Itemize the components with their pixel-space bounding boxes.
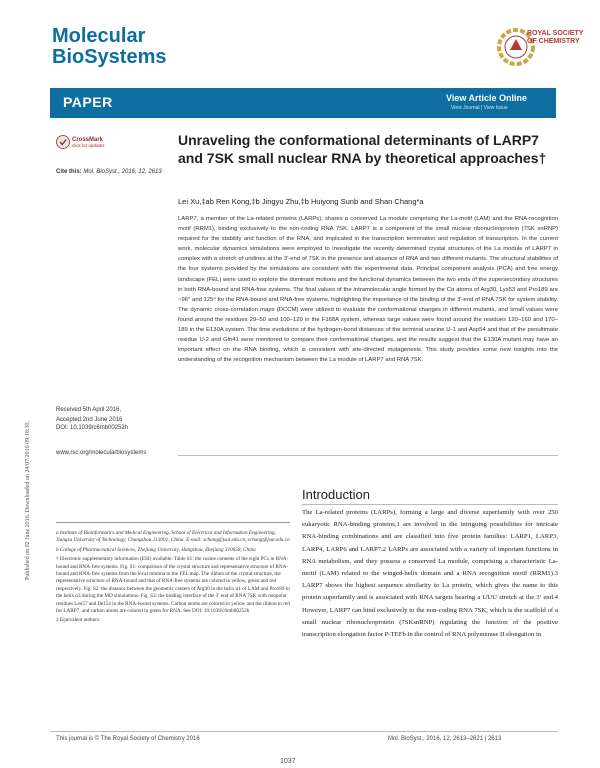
view-journal-issue-links[interactable]: View Journal | View Issue xyxy=(451,105,508,111)
download-side-note xyxy=(22,210,32,580)
footer-citation: Mol. BioSyst., 2016, 12, 2613–2621 | 2613 xyxy=(388,736,502,742)
footnote-divider xyxy=(56,522,290,523)
page-number: 1037 xyxy=(280,758,296,765)
section-label: PAPER xyxy=(63,94,113,110)
footer-divider xyxy=(50,731,558,732)
crossmark-label[interactable] xyxy=(72,137,105,149)
crossmark-title: CrossMark xyxy=(72,137,104,143)
esi-note: † Electronic supplementary information (ESI) available: Table S1: the cosine contents of the eight PCs in RNA-bound and RNA-free systems. Fig. S1: comparison of the crystal structure and representative structure of RNA-bound and RNA-free systems from the local minima in the FEL map. The ribbon of the crystal structure, the representative structure of RNA-bound and that of RNA-free systems are colored in yellow, green and red respectively. Fig. S2: the distance between the geometric centers of Arg30 in the helix α1 of LAM and Pro189 in the helix α3 during the MD simulations. Fig. S3: the binding interface of the 3′ end of RNA 7SK with nonpolar residues Leu57 and Ile154 in the RNA-bound systems. Carbon atoms are colored in yellow and the ribbon in red for LARP7, and carbon atoms are colored in green for RNA. See DOI: 10.1039/c6mb00252h xyxy=(56,556,290,615)
cite-text: Mol. BioSyst., 2016, 12, 2613 xyxy=(83,169,162,175)
doi[interactable]: DOI: 10.1039/c6mb00252h xyxy=(56,425,129,431)
introduction-heading: Introduction xyxy=(302,487,370,502)
crossmark-subtitle: click for updates xyxy=(72,143,105,148)
view-article-online-link[interactable]: View Article Online xyxy=(446,93,528,103)
author-list: Lei Xu,‡ab Ren Kong,‡b Jingyu Zhu,‡b Huiyong Sunb and Shan Chang*a xyxy=(178,197,424,206)
equal-contribution-note: ‡ Equivalent authors. xyxy=(56,617,101,624)
citation xyxy=(56,168,166,177)
footer-copyright: This journal is © The Royal Society of Chemistry 2016 xyxy=(56,736,200,742)
journal-title-line2: BioSystems xyxy=(52,46,167,68)
accepted-date: Accepted 2nd June 2016 xyxy=(56,417,123,423)
journal-title xyxy=(52,26,252,68)
article-title: Unraveling the conformational determinants of LARP7 and 7SK small nuclear RNA by theoretical approaches† xyxy=(178,132,547,166)
abstract-divider xyxy=(178,455,558,456)
side-note-text: Published on 02 June 2016. Downloaded on 24/07/2016 09:18:30. xyxy=(25,421,31,580)
cite-label: Cite this: xyxy=(56,169,82,175)
received-date: Received 5th April 2016, xyxy=(56,407,122,413)
affiliation-a: a Institute of Bioinformatics and Medical Engineering, School of Electrical and Information Engineering, Jiangsu University of Technology, Changzhou 213001, China. E-mail: schang@jsut.edu.cn, schang@jsut.edu.cn xyxy=(56,530,290,544)
crossmark-icon[interactable] xyxy=(56,135,70,149)
journal-url[interactable]: www.rsc.org/molecularbiosystems xyxy=(56,450,147,456)
abstract: LARP7, a member of the La-related proteins (LARPs), shares a conserved La module comprising the La-motif (LAM) and the RNA-recognition motif (RRM1), binding exclusively to the non-coding RNA 7SK. LARP7 is a component of the small nuclear ribonucleoprotein (7SK snRNP) required for the stability and function of the RNA, and implicated in the transcription termination and regulation of transcription. In the current work, molecular dynamics simulations were employed to investigate the recently determined crystal structures of the La module of LARP7 in complex with a stretch of uridines at the 3′-end of 7SK in the presence and absence of RNA and two different mutants. The structural stabilities of the four systems provided by the simulations are consistent with the experimental data. Principal component analysis (PCA) and free energy landscape (FEL) were used to explore the dominant motions and the functional dynamics between the two ends of the supersecondary structures in both RNA-bound and RNA-free systems. The final values of the intramolecular angle formed by the Cα atoms of Arg30, Lys53 and Pro189 are ~96° and 125° for the RNA-bound and RNA-free systems, highlighting the importance of the binding of the 3′-end of RNA 7SK for system stability. The dynamic cross-correlation maps (DCCM) were utilized to evaluate the conformational changes in different mutants, and small values were found around the residues 29–50 and 100–120 in the F168A system, whereas large values were found around the residues 120–160 and 170–189 in the E130A system. The time evolutions of the hydrogen-bond distances of the terminal uracine U-1 and Asp54 and that of the penultimate residue U-2 and Gln41 were monitored to compare their conformational changes, and the results suggest that the E130A mutant may have an important effect on the RNA binding, which is consistent with site-directed mutagenesis. This study provides some new insights into the understanding of the recognition mechanism between the La module of LARP7 and RNA 7SK. xyxy=(178,216,558,364)
introduction-divider xyxy=(302,504,558,505)
footnotes xyxy=(56,530,290,627)
article-dates xyxy=(56,405,166,425)
publisher-logo-text: ROYAL SOCIETY OF CHEMISTRY xyxy=(527,30,584,45)
journal-title-line1: Molecular xyxy=(52,25,146,47)
affiliation-b: b College of Pharmaceutical Sciences, Zhejiang University, Hangzhou, Zhejiang 310058, China xyxy=(56,546,256,553)
introduction-text: The La-related proteins (LARPs), forming a large and diverse superfamily with over 250 eukaryotic RNA-binding proteins,1 are involved in the intriguing possibilities for intricate RNA-binding combinations and are classified into five protein families: LARP1, LARP3, LARP4, LARP6 and LARP7.2 LARPs are associated with a variety of important functions in RNA metabolism, and they possess a conserved La module, comprising a characteristic La-motif (LAM) related to the winged-helix domain and a RNA recognition motif (RRM1).3 LARP7 shows the highest sequence similarity to La protein, which gives the name to this protein superfamily and is associated with RNA targets bearing a UUU stretch at the 3′ end.4 However, LARP7 can bind exclusively to the non-coding RNA 7SK, which is the scaffold of a small nuclear ribonucleoprotein (7SKsnRNP) regulating the function of the positive transcription elongation factor P-TEFb in the control of RNA polymerase II elongation in xyxy=(302,509,558,639)
